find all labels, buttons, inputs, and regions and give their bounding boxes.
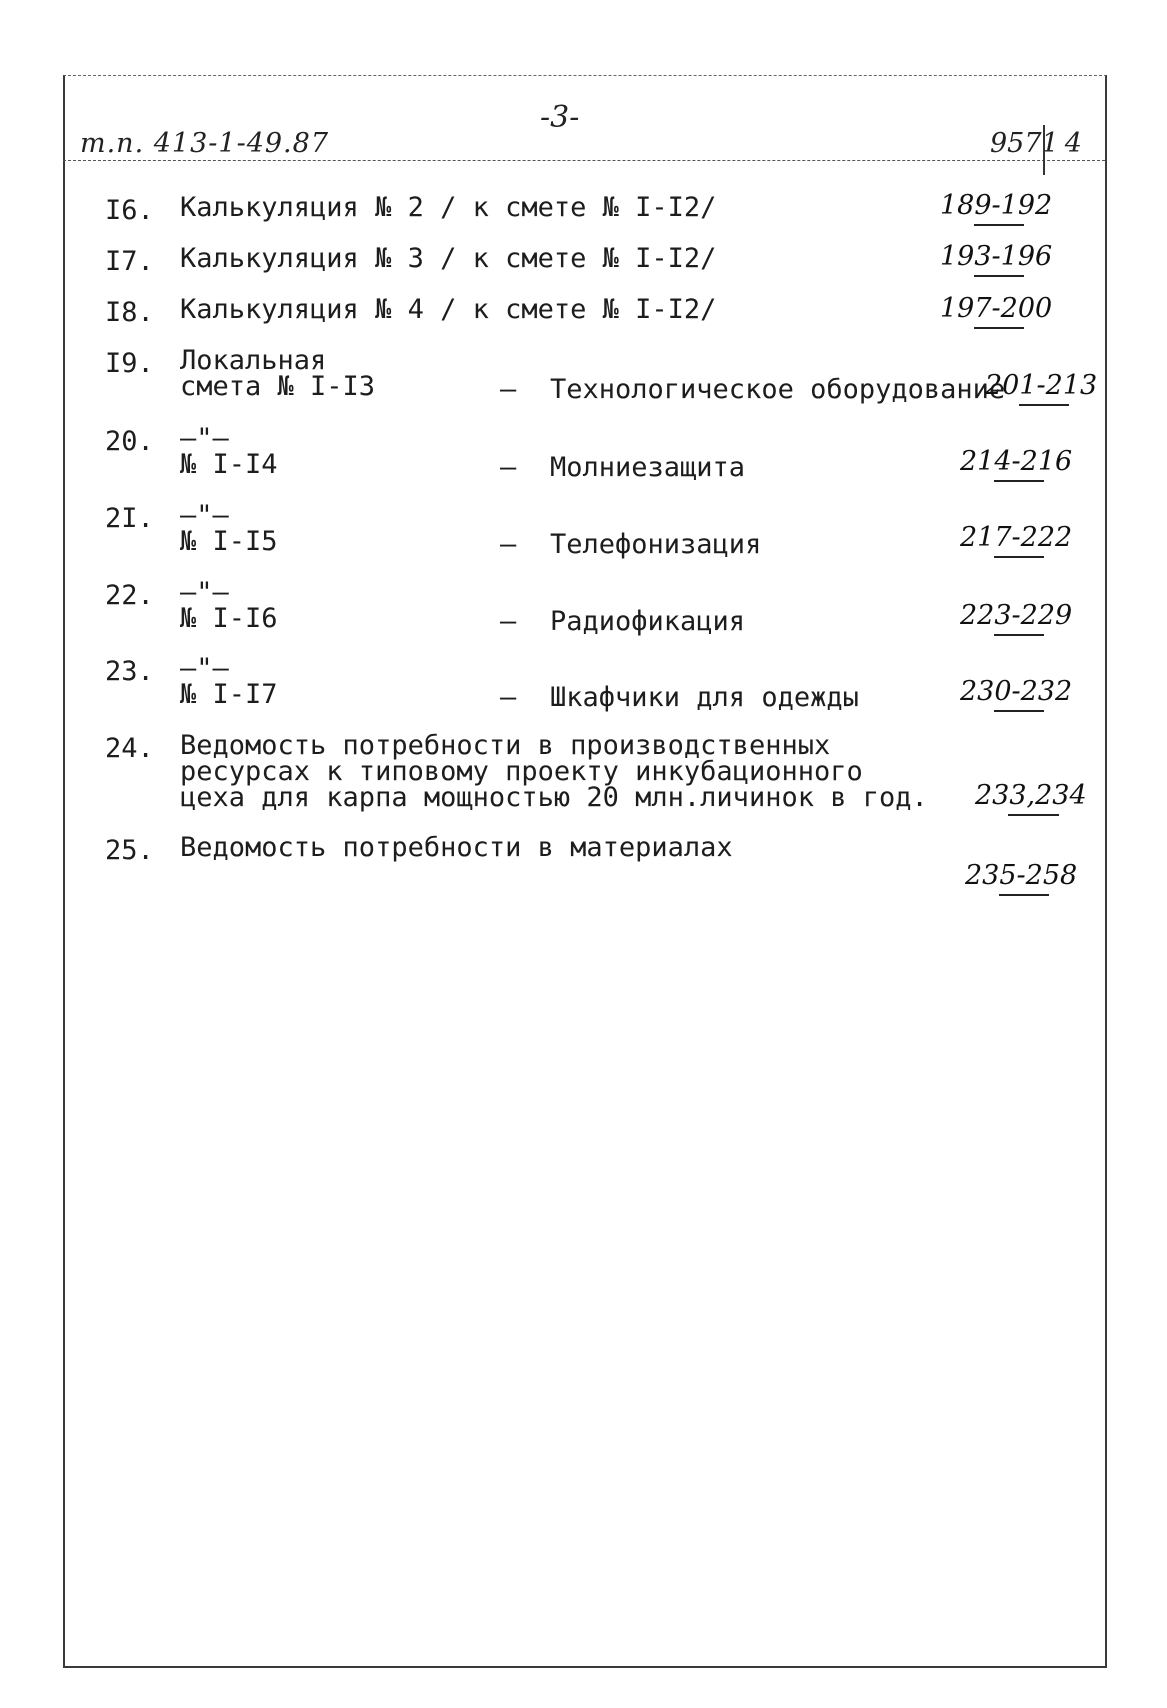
item-text: Калькуляция № 2 / к смете № I-I2/ — [180, 192, 717, 223]
item-text-line2: № I-I6 — [180, 603, 278, 634]
item-pages: 189-192 — [940, 190, 1053, 221]
item-text: Калькуляция № 3 / к смете № I-I2/ — [180, 243, 717, 274]
item-text-line2: смета № I-I3 — [180, 371, 376, 402]
item-subject: Радиофикация — [550, 606, 746, 637]
header-rule — [63, 160, 1105, 161]
item-pages: 197-200 — [940, 293, 1053, 324]
item-number: I8. — [105, 297, 154, 328]
item-pages: 235-258 — [965, 860, 1078, 891]
item-pages: 230-232 — [960, 676, 1073, 707]
item-ditto: –"– — [180, 423, 229, 454]
item-text-line2: ресурсах к типовому проекту инкубационного — [180, 756, 863, 787]
item-subject: Молниезащита — [550, 452, 746, 483]
item-subject: Шкафчики для одежды — [550, 682, 859, 713]
item-number: I7. — [105, 246, 154, 277]
item-number: 24. — [105, 733, 154, 764]
item-pages: 214-216 — [960, 446, 1073, 477]
item-dash: – — [500, 682, 517, 713]
item-dash: – — [500, 452, 517, 483]
item-pages: 193-196 — [940, 241, 1053, 272]
item-text-line1: Ведомость потребности в материалах — [180, 832, 733, 863]
item-ditto: –"– — [180, 653, 229, 684]
item-pages: 233,234 — [975, 780, 1087, 811]
item-number: 2I. — [105, 503, 154, 534]
item-text-line3: цеха для карпа мощностью 20 млн.личинок в год. — [180, 782, 928, 813]
page-number: -3- — [540, 100, 580, 135]
item-text-line2: № I-I4 — [180, 449, 278, 480]
item-ditto: –"– — [180, 500, 229, 531]
item-pages: 223-229 — [960, 600, 1073, 631]
item-text-line1: Ведомость потребности в производственных — [180, 730, 831, 761]
item-number: 20. — [105, 426, 154, 457]
sheet-id-suffix: 4 — [1064, 128, 1082, 159]
sheet-id-main: 9571 — [990, 128, 1059, 159]
item-number: 25. — [105, 835, 154, 866]
item-text-line2: № I-I7 — [180, 679, 278, 710]
item-dash: – — [500, 374, 517, 405]
sheet-id-divider — [1043, 125, 1045, 175]
item-dash: – — [500, 529, 517, 560]
item-number: 23. — [105, 656, 154, 687]
item-text: Калькуляция № 4 / к смете № I-I2/ — [180, 294, 717, 325]
item-number: I6. — [105, 195, 154, 226]
item-subject: Технологическое оборудование — [550, 374, 1006, 405]
item-text-line2: № I-I5 — [180, 526, 278, 557]
document-code: т.п. 413-1-49.87 — [80, 128, 329, 159]
item-number: 22. — [105, 580, 154, 611]
item-subject: Телефонизация — [550, 529, 762, 560]
item-number: I9. — [105, 348, 154, 379]
sheet-id — [990, 128, 1082, 159]
item-ditto: –"– — [180, 577, 229, 608]
item-pages: 217-222 — [960, 522, 1073, 553]
item-text-line1: Локальная — [180, 345, 327, 376]
item-dash: – — [500, 606, 517, 637]
item-pages: 201-213 — [985, 370, 1098, 401]
